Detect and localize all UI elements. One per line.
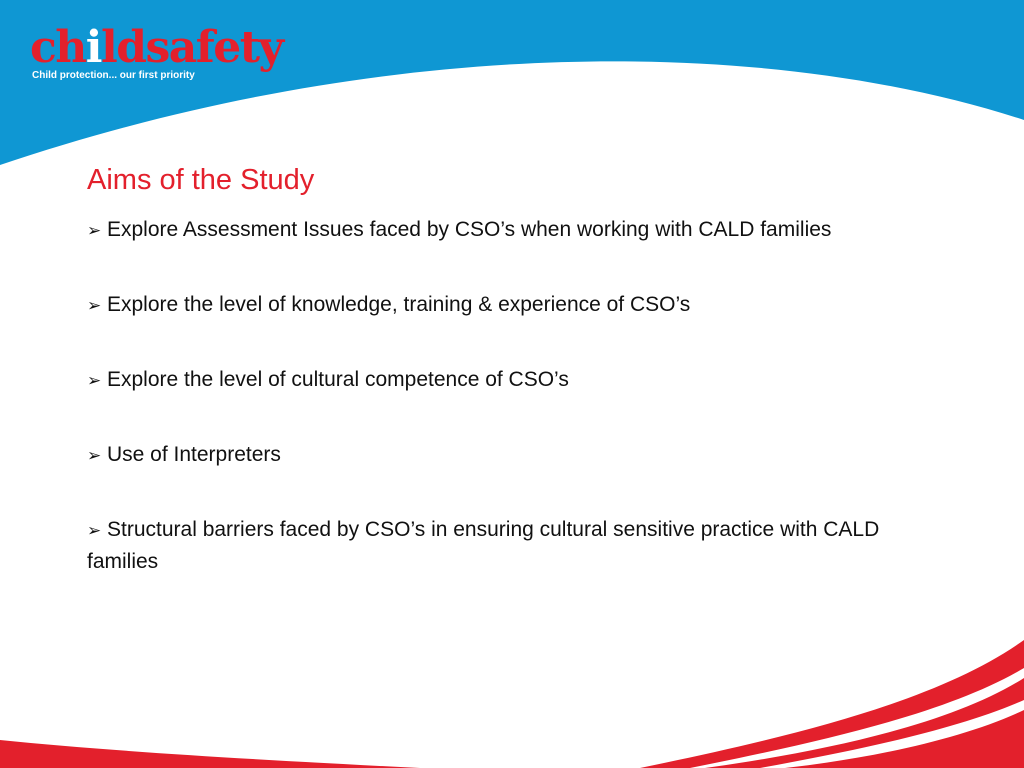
arrowhead-icon: ➢ — [87, 221, 102, 240]
bullet-item — [87, 289, 947, 321]
bullet-text: Explore the level of knowledge, training & experience of CSO’s — [107, 293, 691, 316]
bullet-text: Use of Interpreters — [107, 443, 281, 466]
bullet-text: Explore Assessment Issues faced by CSO’s when working with CALD families — [107, 218, 832, 241]
footer-swoosh-left — [0, 740, 420, 768]
bullet-item — [87, 364, 947, 396]
bullet-item — [87, 514, 947, 577]
arrowhead-icon: ➢ — [87, 296, 102, 315]
logo-segment: safe — [145, 22, 240, 73]
bullet-item — [87, 214, 947, 246]
arrowhead-icon: ➢ — [87, 521, 102, 540]
bullet-list — [87, 214, 947, 620]
logo-wordmark — [30, 22, 283, 73]
arrowhead-icon: ➢ — [87, 371, 102, 390]
logo-tagline: Child protection... our first priority — [32, 70, 195, 81]
slide-title: Aims of the Study — [87, 164, 315, 196]
bullet-text: Explore the level of cultural competence of CSO’s — [107, 368, 569, 391]
logo-segment: ld — [101, 22, 146, 73]
logo-segment: ty — [239, 22, 283, 73]
arrowhead-icon: ➢ — [87, 446, 102, 465]
bullet-item — [87, 439, 947, 471]
logo-segment: ch — [30, 22, 86, 73]
bullet-text: Structural barriers faced by CSO’s in ensuring cultural sensitive practice with CALD families — [87, 518, 880, 573]
childsafety-logo — [30, 22, 283, 84]
logo-segment: i — [85, 22, 101, 73]
